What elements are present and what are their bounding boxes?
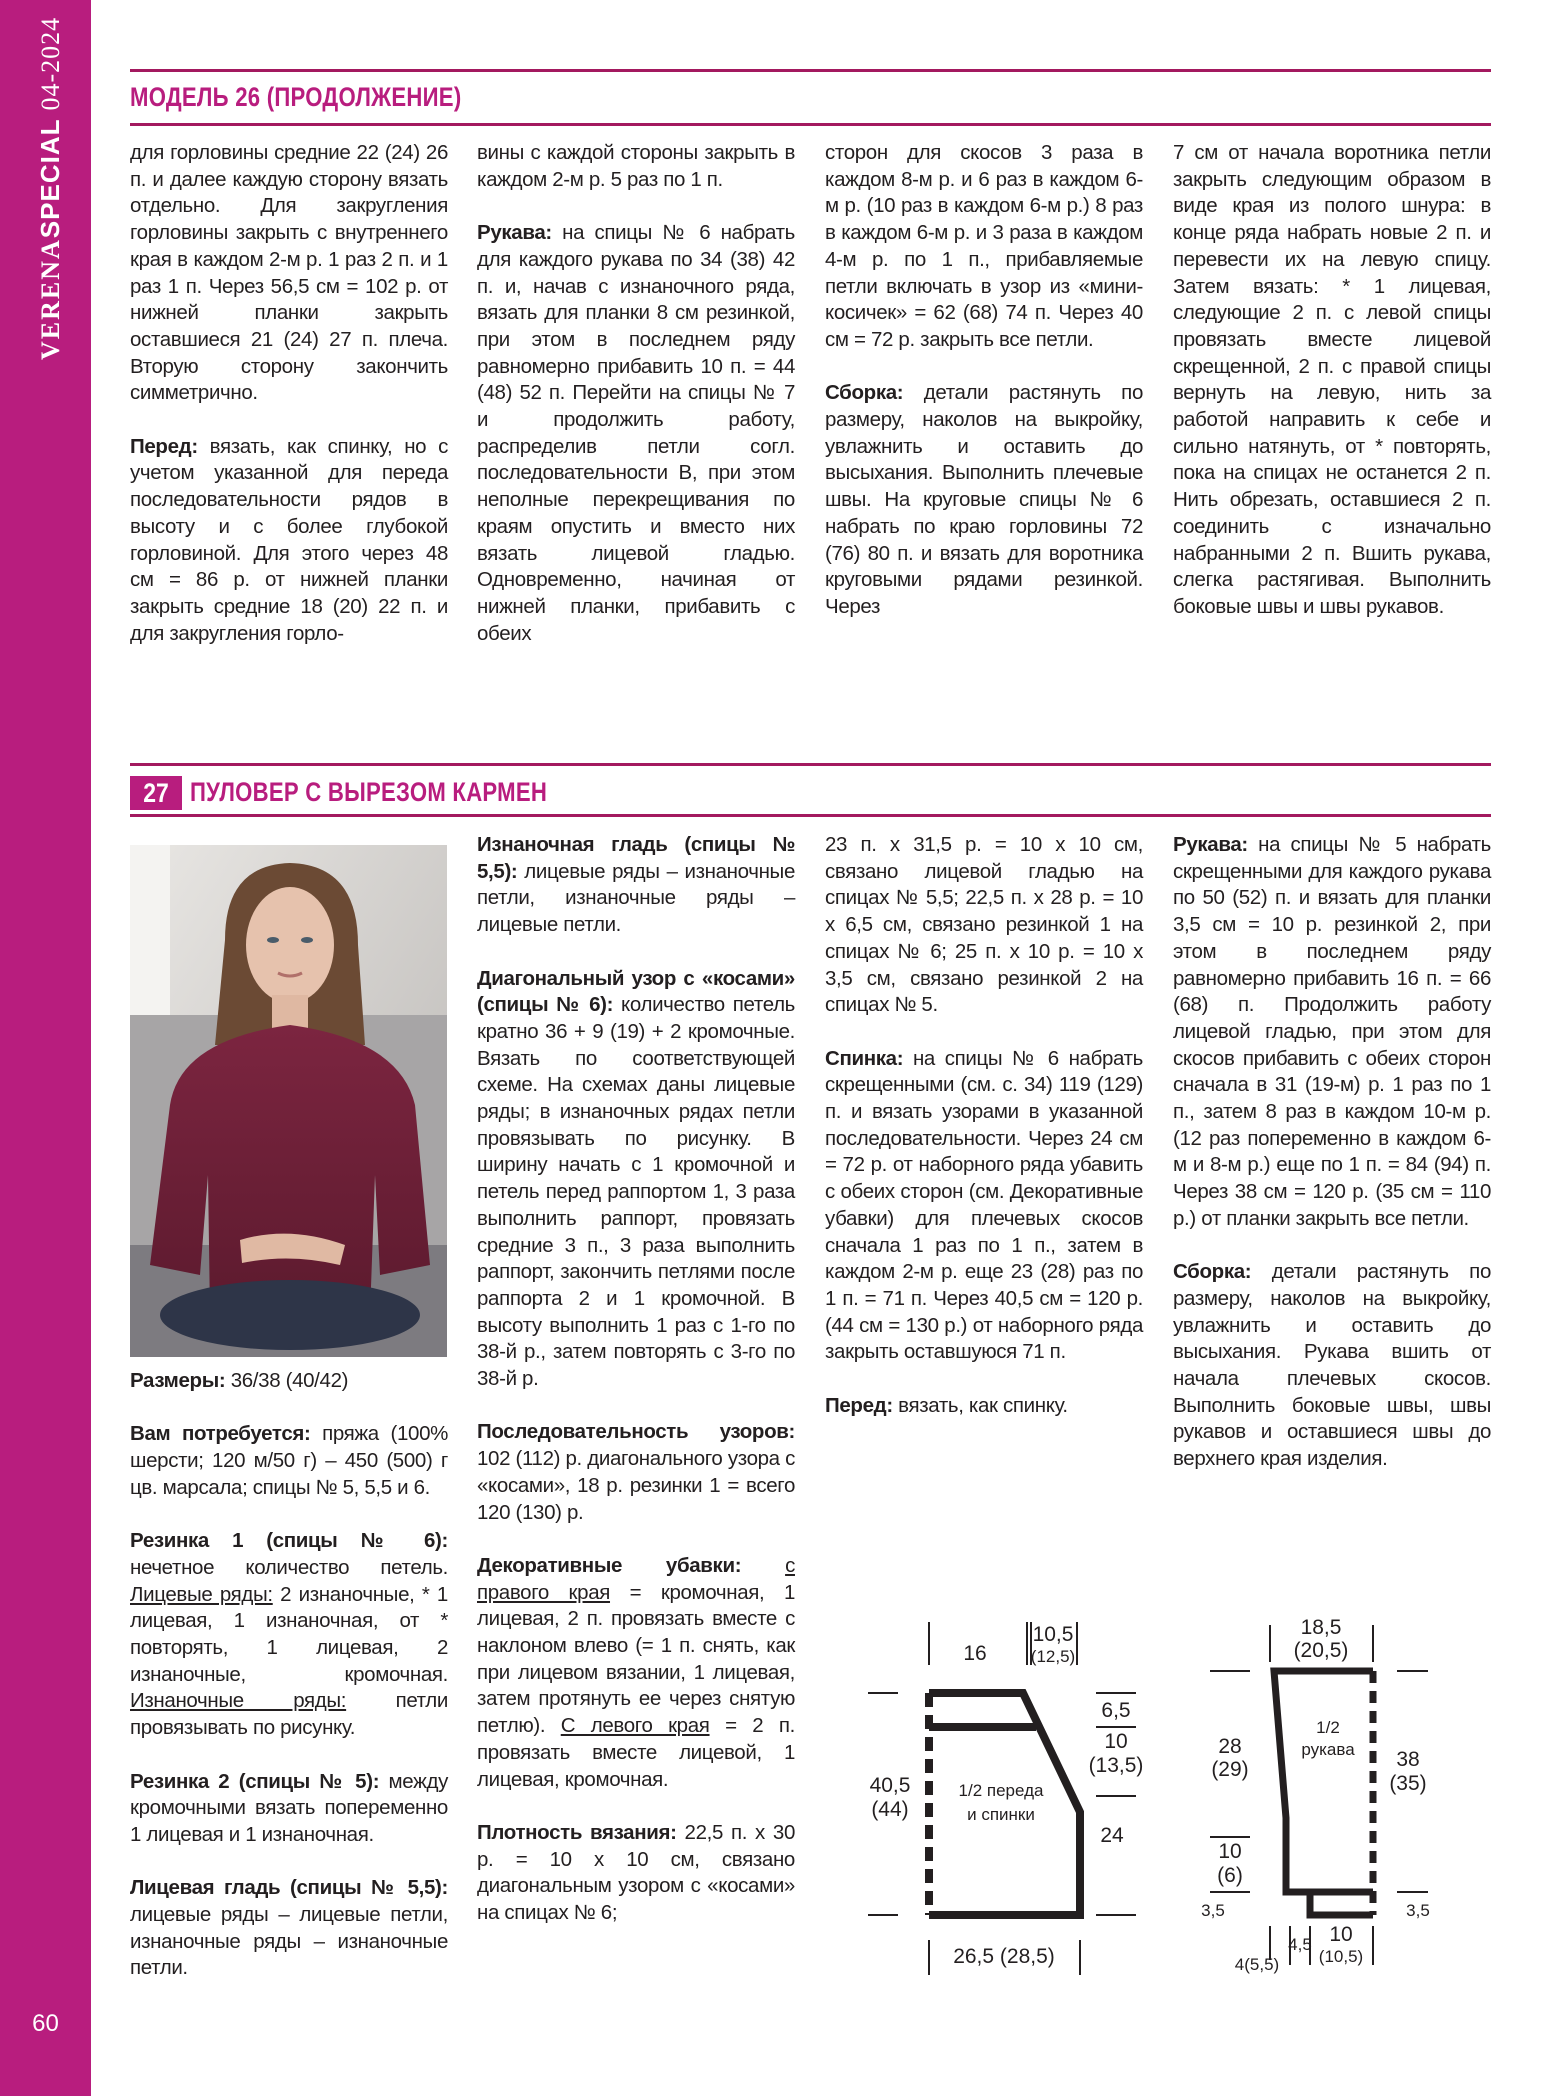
bold-lead: Перед: (825, 1393, 893, 1417)
paragraph (1173, 832, 1491, 1233)
text-run: лицевые ряды – изнаночные петли, изнаночные ряды – лицевые петли. (477, 859, 795, 937)
bold-lead: Вам потребуется: (130, 1422, 311, 1446)
text-run: 2 изнаночные, * 1 лицевая, 1 изнаночная, от * повторять, 1 лицевая, 2 изнаночные, кромочная. (130, 1582, 448, 1686)
piece-label: 1/2 переда (958, 1781, 1044, 1800)
text-run (741, 1554, 785, 1577)
bold-lead: Резинка 2 (спицы № 5): (130, 1769, 380, 1793)
brand-special: SPECIAL (35, 118, 65, 239)
bold-lead: Перед: (130, 434, 198, 458)
text-run: 36/38 (40/42) (225, 1369, 349, 1392)
cuff-outline (1310, 1892, 1373, 1915)
text-column (1173, 140, 1491, 647)
dimension-label: 16 (963, 1642, 987, 1665)
magazine-sidebar (0, 0, 91, 2096)
magazine-masthead (20, 17, 80, 360)
paragraph (130, 434, 448, 648)
paragraph (477, 1419, 795, 1526)
section-rule (130, 814, 1491, 817)
dimension-label: (6) (1217, 1864, 1243, 1887)
text-run: детали растянуть по размеру, наколов на выкройку, увлажнить и оставить до высыхания. Выполнить плечевые швы. На круговые спицы № 6 набрать по краю горловины 72 (76) 80 п. и вязать для воротника круговыми рядами резинкой. Через (825, 381, 1143, 618)
bold-lead: Сборка: (825, 381, 904, 405)
bold-lead: Диагональный узор с «косами» (спицы № 6): (477, 966, 795, 1017)
underlined-text: с правого края (477, 1553, 795, 1604)
paragraph (130, 1368, 448, 1395)
text-run: = 2 п. провязать вместе лицевой, 1 лицевая, кромочная. (477, 1714, 796, 1791)
model-number-badge (130, 776, 182, 810)
text-run: на спицы № 5 набрать скрещенными для каждого рукава по 50 (52) п. и вязать для планки 3,5 см = 10 р. резинкой 2, при этом в последнем ряду равномерно прибавить 16 п. = 66 (68) п. Продолжить работу лицевой гладью, при этом для скосов прибавить с обеих сторон сначала в 31 (19-м) р. 1 раз по 1 п., затем 8 раз в каждом 10-м р. (12 раз попеременно в каждом 6-м и 8-м р.) еще по 1 п. = 84 (94) п. Через 38 см = 120 р. (35 см = 110 р.) от планки закрыть все петли. (1173, 833, 1491, 1230)
dimension-label: 10 (1104, 1730, 1128, 1753)
bold-lead: Рукава: (1173, 833, 1248, 856)
bold-lead: Последовательность узоров: (477, 1420, 795, 1444)
text-run: пряжа (100% шерсти; 120 м/50 г) – 450 (500) г цв. марсала; спицы № 5, 5,5 и 6. (130, 1422, 448, 1499)
dimension-label: 18,5 (1300, 1616, 1342, 1639)
page-number: 60 (32, 2010, 59, 2037)
dimension-label: (20,5) (1293, 1639, 1349, 1662)
paragraph (130, 1421, 448, 1501)
dimension-label: (35) (1389, 1772, 1427, 1795)
text-run: 22,5 п. х 30 р. = 10 х 10 см, связано диагональным узором с «косами» на спицах № 6; (477, 1820, 796, 1925)
text-column (1173, 832, 1491, 1500)
dimension-label: 6,5 (1101, 1699, 1131, 1722)
paragraph (130, 1528, 448, 1742)
dimension-label: (12,5) (1030, 1647, 1076, 1666)
text-run: 23 п. х 31,5 р. = 10 х 10 см, связано лицевой гладью на спицах № 5,5; 22,5 п. х 28 р. = 10 х 6,5 см, связано резинкой 1 на спицах № 6; 25 п. х 10 р. = 10 х 3,5 см, связано резинкой 2 на спицах № 5. (825, 833, 1143, 1017)
text-column (477, 832, 795, 1953)
text-column (130, 140, 448, 674)
paragraph (130, 1769, 448, 1849)
dimension-label: 4,5 (1288, 1935, 1312, 1954)
bold-lead: Плотность вязания: (477, 1820, 677, 1844)
sleeve-pattern-diagram (1210, 1625, 1428, 1965)
text-run: вины с каждой стороны закрыть в каждом 2-м р. 5 раз по 1 п. (477, 141, 795, 191)
dimension-label: (29) (1211, 1758, 1249, 1781)
text-run: на спицы № 6 набрать скрещенными (см. с. 34) 119 (129) п. и вязать узорами в указанной последовательности. Через 24 см = 72 р. от наборного ряда убавить с обеих сторон (см. Декоративные убавки) для плечевых скосов сначала 1 раз по 1 п., затем в каждом 2-м р. еще 23 (28) раз по 1 п. = 71 п. Через 40,5 см = 120 р. (44 см = 130 р.) от наборного ряда закрыть оставшуюся 71 п. (825, 1046, 1143, 1364)
body-diagram-labels (870, 1623, 1144, 1968)
body-outline (929, 1693, 1080, 1915)
sweater-photo-illustration (130, 845, 447, 1357)
section-rule (130, 763, 1491, 766)
bold-lead: Размеры: (130, 1369, 226, 1392)
text-run: = кромочная, 1 лицевая, 2 п. провязать вместе с наклоном влево (= 1 п. снять, как при лицевом вязании, 1 лицевая, затем протянуть ее через снятую петлю). (477, 1580, 795, 1738)
paragraph (825, 380, 1143, 620)
underlined-text: Лицевые ряды: (130, 1582, 273, 1606)
paragraph (825, 1046, 1143, 1366)
sleeve-diagram-labels (1201, 1616, 1430, 1974)
issue-number: 04-2024 (36, 16, 65, 111)
bold-lead: Рукава: (477, 221, 552, 245)
section-title-model-27: ПУЛОВЕР С ВЫРЕЗОМ КАРМЕН (190, 777, 548, 807)
paragraph (1173, 140, 1491, 621)
paragraph (477, 1820, 795, 1927)
paragraph (825, 140, 1143, 354)
dimension-label: 10,5 (1032, 1623, 1074, 1646)
text-run: на спицы № 6 набрать для каждого рукава по 34 (38) 42 п. и, начав с изнаночного ряда, вязать для планки 8 см резинкой, при этом в последнем ряду равномерно прибавить 10 п. = 44 (48) 52 п. Перейти на спицы № 7 и продолжить работу, распределив петли согл. последовательности В, при этом неполные перекрещивания по краям опустить и вместо них вязать лицевой гладью. Одновременно, начиная от нижней планки, прибавить с обеих (477, 221, 795, 645)
text-run: вязать, как спинку, но с учетом указанной для переда последовательности рядов в высоту и с более глубокой горловиной. Для этого через 48 см = 86 р. от нижней планки закрыть средние 18 (20) 22 п. и для закругления горло- (130, 434, 448, 645)
text-run: лицевые ряды – лицевые петли, изнаночные ряды – изнаночные петли. (130, 1903, 448, 1980)
bold-lead: Изнаночная гладь (спицы № 5,5): (477, 833, 795, 883)
underlined-text: Изнаночные ряды: (130, 1689, 347, 1713)
text-run: петли провязывать по рисунку. (130, 1689, 448, 1740)
dimension-label: 26,5 (28,5) (953, 1945, 1055, 1968)
text-column (477, 140, 795, 674)
text-run: 102 (112) р. диагонального узора с «косами», 18 р. резинки 1 = всего 120 (130) р. (477, 1447, 795, 1524)
text-column (825, 140, 1143, 647)
dimension-label: 10 (1329, 1923, 1353, 1946)
piece-label: и спинки (967, 1805, 1035, 1824)
paragraph (825, 1393, 1143, 1420)
dimension-label: 3,5 (1406, 1901, 1430, 1920)
dimension-label: 10 (1218, 1840, 1242, 1863)
text-column (130, 1368, 448, 2009)
text-run: детали растянуть по размеру, наколов на выкройку, увлажнить и оставить до высыхания. Рукава вшить от начала плечевых скосов. Выполнить боковые швы, швы рукавов и оставшиеся швы до верхнего края изделия. (1173, 1260, 1491, 1471)
underlined-text: С левого края (560, 1714, 710, 1738)
dimension-label: 28 (1218, 1735, 1242, 1758)
dimension-label: (13,5) (1088, 1754, 1144, 1777)
paragraph (130, 1875, 448, 1982)
paragraph (477, 1553, 795, 1793)
sleeve-outline (1274, 1671, 1373, 1892)
bold-lead: Сборка: (1173, 1260, 1252, 1284)
paragraph (825, 832, 1143, 1019)
paragraph (477, 220, 795, 647)
piece-label: рукава (1301, 1740, 1355, 1759)
paragraph (477, 140, 795, 193)
dimension-label: 3,5 (1201, 1901, 1225, 1920)
paragraph (477, 966, 795, 1393)
body-pattern-diagram (868, 1622, 1136, 1975)
text-column (825, 832, 1143, 1446)
dimension-label: (44) (871, 1798, 909, 1821)
paragraph (1173, 1259, 1491, 1473)
model-number: 27 (143, 778, 169, 808)
bold-lead: Декоративные убавки: (477, 1553, 742, 1577)
bold-lead: Лицевая гладь (спицы № 5,5): (130, 1876, 448, 1900)
text-run: вязать, как спинку. (892, 1393, 1068, 1417)
dimension-label: (10,5) (1318, 1947, 1364, 1966)
section-title-model-26: МОДЕЛЬ 26 (ПРОДОЛЖЕНИЕ) (130, 82, 462, 112)
bold-lead: Спинка: (825, 1046, 904, 1070)
dimension-label: 4(5,5) (1234, 1955, 1280, 1974)
text-run: между кромочными вязать попеременно 1 лицевая и 1 изнаночная. (130, 1769, 448, 1846)
text-run: для горловины средние 22 (24) 26 п. и далее каждую сторону вязать отдельно. Для закругления горловины закрыть с внутреннего края в каждом 2-м р. 1 раз 2 п. и 1 раз 1 п. Через 56,5 см = 102 р. от нижней планки закрыть оставшиеся 21 (24) 27 п. плеча. Вторую сторону закончить симметрично. (130, 141, 448, 405)
bold-lead: Резинка 1 (спицы № 6): (130, 1529, 448, 1553)
model-photo (130, 845, 447, 1357)
brand-name: VERENA (36, 238, 65, 360)
section-rule (130, 123, 1491, 126)
text-run: 7 см от начала воротника петли закрыть следующим образом в виде края из полого шнура: в конце ряда набрать новые 2 п. и перевести их на левую спицу. Затем вязать: * 1 лицевая, следующие 2 п. с левой спицы провязать вместе лицевой скрещенной, 2 п. с правой спицы вернуть на левую, нить за работой направить к себе и сильно натянуть, от * повторять, пока на спицах не останется 2 п. Нить обрезать, оставшиеся 2 п. соединить с изначально набранными 2 п. Вшить рукава, слегка растягивая. Выполнить боковые швы и швы рукавов. (1173, 141, 1491, 618)
text-run: нечетное количество петель. (130, 1555, 448, 1579)
paragraph (477, 832, 795, 939)
dimension-label: 38 (1396, 1748, 1420, 1771)
text-run: количество петель кратно 36 + 9 (19) + 2 кромочные. Вязать по соответствующей схеме. На схемах даны лицевые ряды; в изнаночных рядах петли провязывать по рисунку. В ширину начать с 1 кромочной и петель перед раппортом 1, 3 раза выполнить раппорт, провязать средние 3 п., 3 раза выполнить раппорт, закончить петлями после раппорта 2 и 1 кромочной. В высоту выполнить 1 раз с 1-го по 38-й р., затем повторять с 3-го по 38-й р. (477, 993, 796, 1391)
paragraph (130, 140, 448, 407)
text-run: сторон для скосов 3 раза в каждом 8-м р. и 6 раз в каждом 6-м р. (10 раз в каждом 6-м р.) 8 раз в каждом 6-м р. и 3 раза в каждом 4-м р. по 1 п., прибавляемые петли включать в узор из «мини-косичек» = 62 (68) 74 п. Через 40 см = 72 р. закрыть все петли. (825, 141, 1143, 351)
piece-label: 1/2 (1316, 1718, 1340, 1737)
dimension-label: 24 (1100, 1824, 1124, 1847)
dimension-label: 40,5 (869, 1774, 911, 1797)
section-rule (130, 69, 1491, 72)
